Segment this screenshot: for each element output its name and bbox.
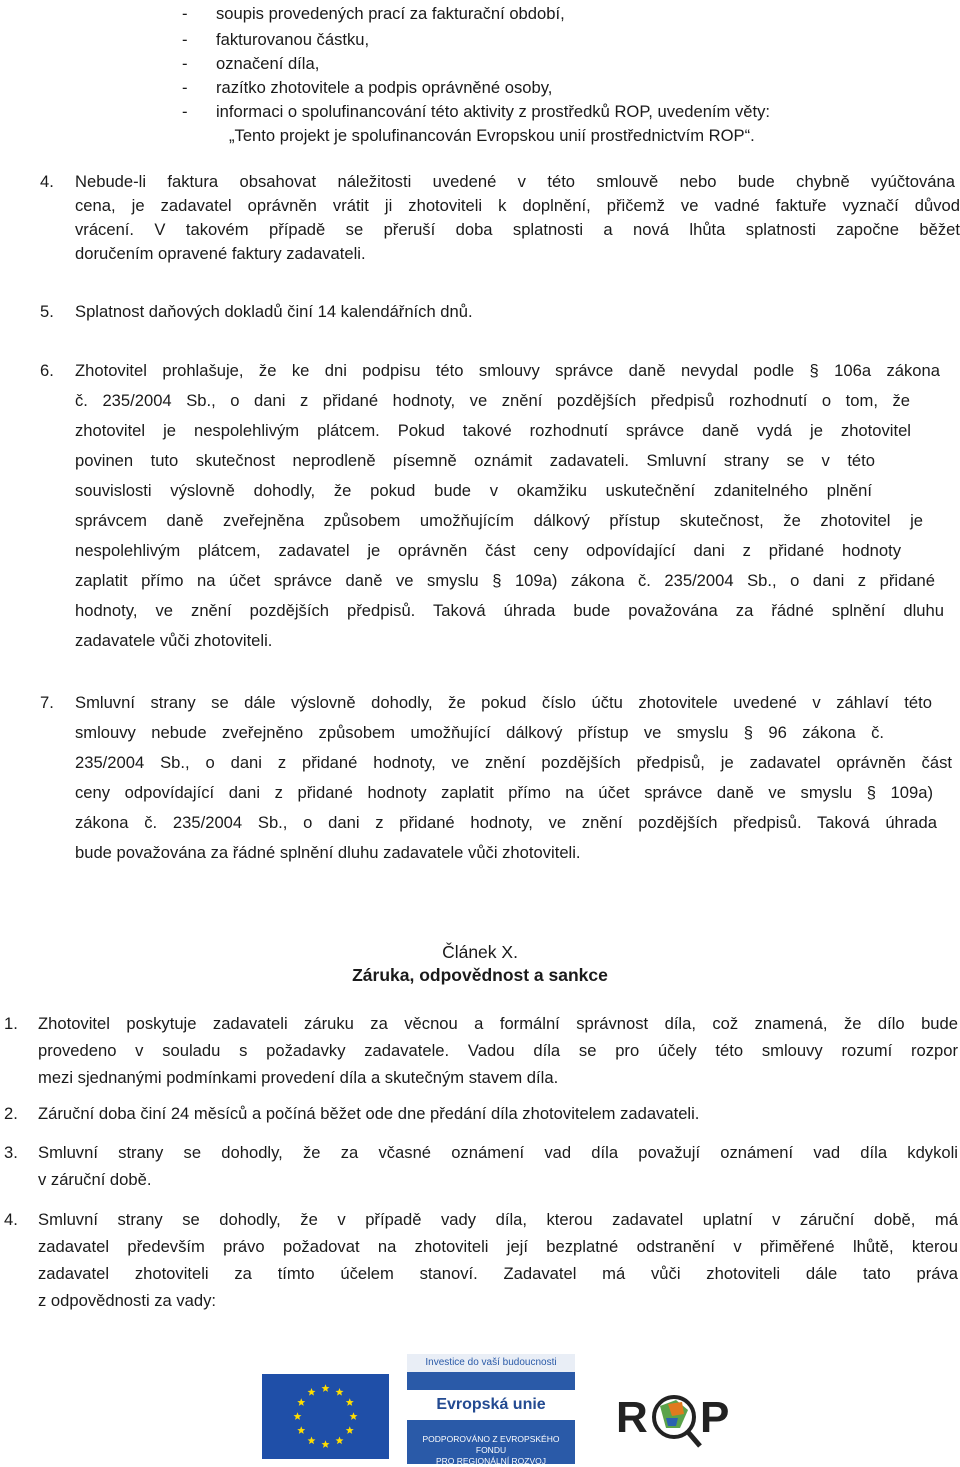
eu-fund-footer — [407, 1434, 575, 1467]
section-number: 2. — [4, 1104, 18, 1123]
clause-line: zaplatit přímo na účet správce daně ve smyslu § 109a) zákona č. 235/2004 Sb., o dani z přidané — [75, 571, 935, 590]
clause-line: vrácení. V takovém případě se přeruší doba splatnosti a nová lhůta splatnosti započne běžet — [75, 220, 960, 239]
clause-line: smlouvy nebude zveřejněno způsobem umožňující dálkový přístup ve smyslu § 96 zákona č. — [75, 723, 884, 742]
section-line: zadavatel především právo požadovat na zhotoviteli její bezplatné odstranění v přiměřené lhůtě, kterou — [38, 1237, 958, 1256]
section-line: Zhotovitel poskytuje zadavateli záruku za věcnou a formální správnost díla, což znamená, že dílo bude — [38, 1014, 958, 1033]
eu-fund-logo — [407, 1354, 575, 1464]
rop-logo-icon — [608, 1370, 748, 1460]
dash-marker: - — [182, 54, 188, 73]
section-line: zadavatel zhotoviteli za tímto účelem stanoví. Zadavatel má vůči zhotoviteli dále tato práva — [38, 1264, 958, 1283]
dash-list-item: označení díla, — [216, 54, 320, 73]
clause-line: 235/2004 Sb., o dani z přidané hodnoty, ve znění pozdějších předpisů, je zadavatel oprávněn část — [75, 753, 952, 772]
dash-marker: - — [182, 102, 188, 121]
clause-line: zákona č. 235/2004 Sb., o dani z přidané hodnoty, ve znění pozdějších předpisů. Taková úhrada — [75, 813, 937, 832]
clause-line: hodnoty, ve znění pozdějších předpisů. Taková úhrada bude považována za řádné splnění dluhu — [75, 601, 944, 620]
section-line: mezi sjednanými podmínkami provedení díla a skutečným stavem díla. — [38, 1068, 559, 1087]
eu-fund-tagline: Investice do vaší budoucnosti — [407, 1354, 575, 1372]
section-line: z odpovědnosti za vady: — [38, 1291, 217, 1310]
eu-fund-name: Evropská unie — [407, 1390, 575, 1420]
dash-list-quote: „Tento projekt je spolufinancován Evropskou unií prostřednictvím ROP“. — [229, 126, 755, 145]
clause-line: zadavatele vůči zhotoviteli. — [75, 631, 273, 650]
dash-marker: - — [182, 78, 188, 97]
clause-line: č. 235/2004 Sb., o dani z přidané hodnoty, ve znění pozdějších předpisů rozhodnutí o tom, že — [75, 391, 910, 410]
section-number: 4. — [4, 1210, 18, 1229]
clause-line: Smluvní strany se dále výslovně dohodly, že pokud číslo účtu zhotovitele uvedené v záhlaví této — [75, 693, 932, 712]
dash-marker: - — [182, 30, 188, 49]
clause-number: 7. — [40, 693, 54, 712]
rop-logo-letter: R — [616, 1393, 648, 1442]
section-line: Smluvní strany se dohodly, že v případě vady díla, kterou zadavatel uplatní v záruční době, má — [38, 1210, 958, 1229]
clause-line: ceny odpovídající dani z přidané hodnoty zaplatit přímo na účet správce daně ve smyslu § 109a) — [75, 783, 933, 802]
eu-fund-footer-line: PODPOROVÁNO Z EVROPSKÉHO FONDU — [422, 1434, 560, 1455]
rop-logo-letter: P — [700, 1393, 730, 1442]
dash-list-item: fakturovanou částku, — [216, 30, 370, 49]
rop-logo — [608, 1370, 748, 1460]
clause-line: doručením opravené faktury zadavateli. — [75, 244, 366, 263]
dash-list-item: informaci o spolufinancování této aktivity z prostředků ROP, uvedením věty: — [216, 102, 771, 121]
clause-line: nespolehlivým plátcem, zadavatel je oprávněn část ceny odpovídající dani z přidané hodnoty — [75, 541, 901, 560]
dash-list-item: razítko zhotovitele a podpis oprávněné osoby, — [216, 78, 553, 97]
eu-flag-logo — [262, 1374, 389, 1459]
dash-list-item: soupis provedených prací za fakturační období, — [216, 4, 565, 23]
clause-number: 4. — [40, 172, 54, 191]
clause-line: povinen tuto skutečnost neprodleně písemně oznámit zadavateli. Smluvní strany se v této — [75, 451, 875, 470]
article-number: Článek X. — [442, 942, 518, 962]
article-title: Záruka, odpovědnost a sankce — [352, 965, 608, 985]
section-line: Smluvní strany se dohodly, že za včasné oznámení vad díla považují oznámení vad díla kdykoli — [38, 1143, 958, 1162]
dash-marker: - — [182, 4, 188, 23]
clause-line: Splatnost daňových dokladů činí 14 kalendářních dnů. — [75, 302, 473, 321]
clause-line: Zhotovitel prohlašuje, že ke dni podpisu této smlouvy správce daně nevydal podle § 106a zákona — [75, 361, 940, 380]
section-number: 3. — [4, 1143, 18, 1162]
clause-line: cena, je zadavatel oprávněn vrátit ji zhotoviteli k doplnění, přičemž ve vadné faktuře vyznačí důvod — [75, 196, 960, 215]
section-number: 1. — [4, 1014, 18, 1033]
clause-line: Nebude-li faktura obsahovat náležitosti uvedené v této smlouvě nebo bude chybně vyúčtována — [75, 172, 955, 191]
eu-stars-icon — [262, 1374, 389, 1459]
section-line: provedeno v souladu s požadavky zadavatele. Vadou díla se pro účely této smlouvy rozumí rozpor — [38, 1041, 958, 1060]
section-line: Záruční doba činí 24 měsíců a počíná běžet ode dne předání díla zhotovitelem zadavateli. — [38, 1104, 700, 1123]
clause-line: souvislosti výslovně dohodly, že pokud bude v okamžiku uskutečnění zdanitelného plnění — [75, 481, 872, 500]
clause-line: zhotovitel je nespolehlivým plátcem. Pokud takové rozhodnutí správce daně vydá je zhotovitel — [75, 421, 911, 440]
eu-fund-footer-line: PRO REGIONÁLNÍ ROZVOJ — [435, 1456, 547, 1466]
clause-line: správcem daně zveřejněna způsobem umožňujícím dálkový přístup skutečnost, že zhotovitel je — [75, 511, 923, 530]
clause-number: 6. — [40, 361, 54, 380]
clause-line: bude považována za řádné splnění dluhu zadavatele vůči zhotoviteli. — [75, 843, 581, 862]
clause-number: 5. — [40, 302, 54, 321]
section-line: v záruční době. — [38, 1170, 152, 1189]
